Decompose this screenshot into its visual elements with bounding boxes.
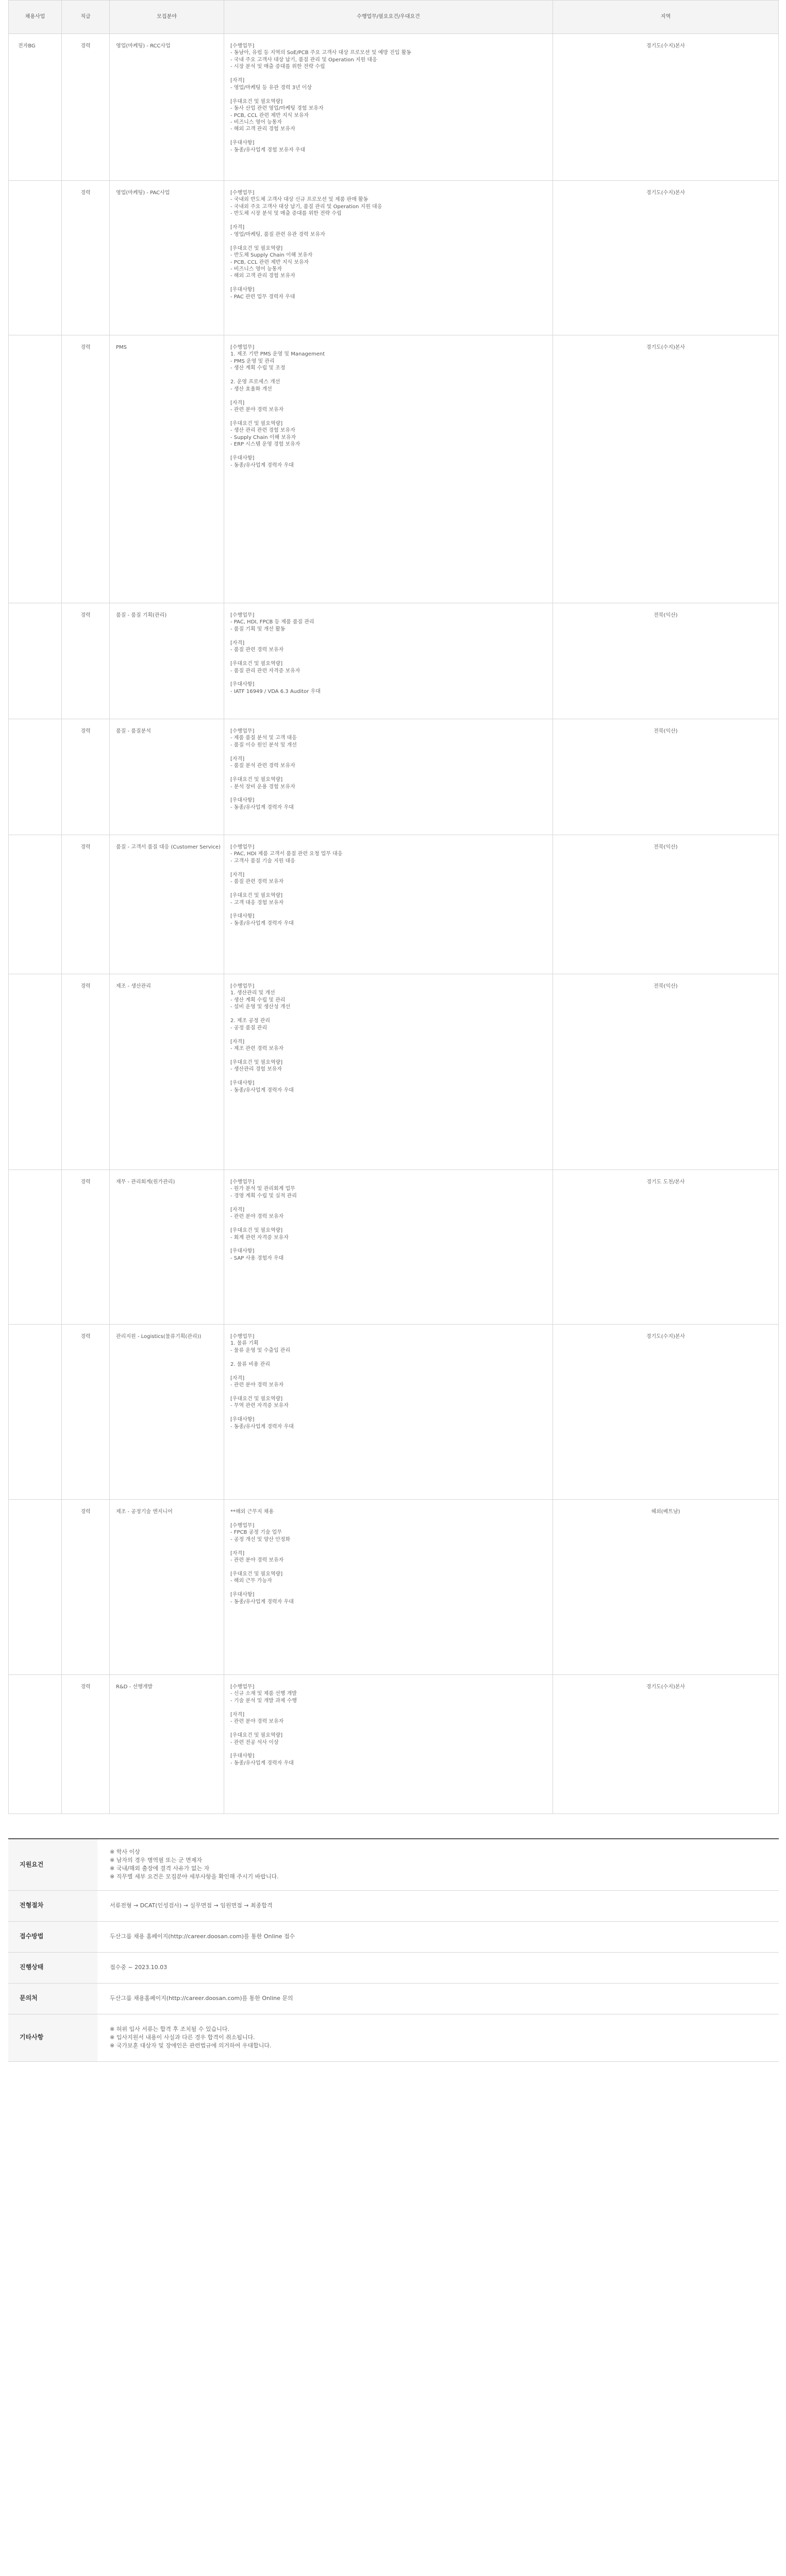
detail-line: [우대요건 및 필요역량] [230, 1396, 283, 1402]
detail-line: [우대요건 및 필요역량] [230, 1059, 283, 1065]
table-row [9, 1325, 779, 1500]
detail-line: - 생산 효율화 개선 [230, 386, 272, 392]
detail-line: - 동남아, 유럽 등 지역의 SoE/PCB 주요 고객사 대상 프로모션 및 예방 진입 활동 [230, 50, 411, 56]
detail-line [230, 372, 547, 379]
detail-line [230, 790, 547, 797]
detail-line [230, 886, 547, 892]
row-dept [9, 1675, 62, 1814]
detail-line [230, 1725, 547, 1732]
job-table [8, 0, 779, 1814]
row-detail [224, 1325, 553, 1500]
detail-line: - 동종/유사업계 경력자 우대 [230, 1760, 294, 1766]
detail-line [230, 770, 547, 776]
row-detail [224, 974, 553, 1170]
detail-line: [우대요건 및 필요역량] [230, 420, 283, 427]
detail-line: - PAC, HDI 제품 고객서 품질 관련 요청 업무 대응 [230, 851, 343, 857]
row-duty: 품질 - 품질 기획(관리) [110, 603, 224, 719]
detail-line: - 동종/유사업계 경력자 우대 [230, 920, 294, 926]
row-detail [224, 1170, 553, 1325]
detail-line: [우대사항] [230, 455, 255, 462]
detail-line [230, 1053, 547, 1059]
detail-line: [우대사항] [230, 287, 255, 293]
row-duty: 재무 - 관리회계(원가관리) [110, 1170, 224, 1325]
detail-line: [수행업무] [230, 613, 255, 618]
detail-line [230, 1410, 547, 1416]
detail-line: - 비즈니스 영어 능통자 [230, 119, 282, 125]
detail-line: - 공정 품질 관리 [230, 1025, 267, 1031]
detail-line: - 관련 분야 경력 보유자 [230, 407, 284, 413]
detail-line: - 관련 전공 석사 이상 [230, 1739, 279, 1745]
detail-line: - 품질 분석 관련 경력 보유자 [230, 763, 295, 769]
row-detail [224, 719, 553, 835]
table-row [9, 974, 779, 1170]
detail-line: - 반도체 시장 분석 및 매출 증대를 위한 전략 수립 [230, 211, 342, 217]
info-line: 두산그룹 채용 홈페이지(http://career.doosan.com)를 통한 Online 접수 [110, 1933, 295, 1940]
row-duty: R&D - 선행개발 [110, 1675, 224, 1814]
table-row [9, 835, 779, 974]
detail-line: - 품질 이슈 원인 분석 및 개선 [230, 742, 297, 748]
detail-line: [자격] [230, 872, 245, 878]
detail-line: - PAC 관련 업무 경력자 우대 [230, 294, 295, 300]
detail-line: [우대요건 및 필요역량] [230, 245, 283, 251]
detail-line: [자격] [230, 1207, 245, 1213]
row-rank: 경력 [62, 835, 110, 974]
detail-line: [우대요건 및 필요역량] [230, 98, 283, 105]
table-row [9, 719, 779, 835]
detail-line: [우대사항] [230, 682, 255, 688]
detail-line [230, 674, 547, 681]
detail-line: - 동종/유사업계 경력자 우대 [230, 804, 294, 810]
detail-line: [수행업무] [230, 1179, 255, 1185]
row-detail [224, 1500, 553, 1675]
info-value [97, 1890, 779, 1921]
detail-line: [우대요건 및 필요역량] [230, 1228, 283, 1234]
detail-line: [우대요건 및 필요역량] [230, 1571, 283, 1578]
detail-line [230, 1543, 547, 1550]
info-line: ※ 국내/해외 출장에 결격 사유가 없는 자 [110, 1865, 210, 1872]
row-location: 경기도(수지)본사 [553, 34, 779, 181]
row-rank: 경력 [62, 974, 110, 1170]
row-dept [9, 603, 62, 719]
row-duty: 영업(마케팅) - RCC사업 [110, 34, 224, 181]
row-duty: 품질 - 고객서 품질 대응 (Customer Service) [110, 835, 224, 974]
header-duty: 모집분야 [110, 1, 224, 34]
info-label: 문의처 [8, 1983, 97, 2014]
detail-line: - PCB, CCL 관련 제반 지식 보유자 [230, 259, 309, 265]
info-line: ※ 입사지원서 내용이 사실과 다른 경우 합격이 취소됩니다. [110, 2034, 255, 2041]
detail-line: - 반도체 Supply Chain 이해 보유자 [230, 252, 313, 259]
row-location: 경기도 도천/본사 [553, 1170, 779, 1325]
detail-line [230, 1746, 547, 1753]
detail-line: - 물류 운영 및 수출입 관리 [230, 1347, 291, 1353]
detail-line: [우대사항] [230, 140, 255, 146]
row-dept [9, 181, 62, 335]
row-dept [9, 835, 62, 974]
detail-line: 1. 생산관리 및 개선 [230, 990, 275, 996]
detail-line: [자격] [230, 640, 245, 646]
detail-line [230, 1221, 547, 1227]
detail-line: [자격] [230, 1550, 245, 1556]
detail-line [230, 1515, 547, 1522]
table-row [9, 34, 779, 181]
info-value [97, 1839, 779, 1890]
info-line: 서류전형 → DCAT(인성검사) → 실무면접 → 임원면접 → 최종합격 [110, 1902, 273, 1909]
table-row [9, 1500, 779, 1675]
row-dept [9, 335, 62, 603]
row-duty: 품질 - 품질분석 [110, 719, 224, 835]
detail-line: [우대사항] [230, 1592, 255, 1598]
info-label: 진행상태 [8, 1952, 97, 1983]
row-detail [224, 335, 553, 603]
detail-line [230, 654, 547, 660]
row-dept [9, 1500, 62, 1675]
detail-line: - 품질 관련 경력 보유자 [230, 879, 284, 885]
detail-line: - 영업/마케팅 등 유관 경력 3년 이상 [230, 84, 312, 91]
detail-line: - 시장 분석 및 매출 증대를 위한 전략 수립 [230, 64, 325, 70]
info-value [97, 2014, 779, 2061]
detail-line: - 기술 분석 및 개발 과제 수행 [230, 1698, 297, 1704]
table-row [9, 1675, 779, 1814]
detail-line: [자격] [230, 1711, 245, 1718]
detail-line [230, 865, 547, 871]
detail-line: - 생산 계획 수립 및 조정 [230, 365, 286, 371]
detail-line: [수행업무] [230, 43, 255, 49]
info-row [8, 1890, 779, 1921]
detail-line [230, 1564, 547, 1571]
detail-line: [우대요건 및 필요역량] [230, 661, 283, 667]
row-location: 경기도(수지)본사 [553, 1675, 779, 1814]
info-value [97, 1952, 779, 1983]
detail-line: [수행업무] [230, 844, 255, 850]
row-rank: 경력 [62, 1675, 110, 1814]
detail-line: - 공정 개선 및 양산 안정화 [230, 1536, 291, 1543]
detail-line [230, 280, 547, 286]
row-rank: 경력 [62, 335, 110, 603]
detail-line [230, 1073, 547, 1080]
info-row [8, 1921, 779, 1952]
info-line: ※ 국가보훈 대상자 및 장애인은 관련법규에 의거하여 우대합니다. [110, 2042, 272, 2049]
row-detail [224, 835, 553, 974]
detail-line [230, 633, 547, 639]
row-location: 경기도(수지)본사 [553, 1325, 779, 1500]
row-duty: PMS [110, 335, 224, 603]
detail-line [230, 1199, 547, 1206]
info-value [97, 1983, 779, 2014]
info-row [8, 2014, 779, 2061]
info-line: ※ 직무별 세부 요건은 모집분야 세부사항을 확인해 주시기 바랍니다. [110, 1873, 279, 1880]
detail-line: - 해외 고객 관리 경험 보유자 [230, 273, 295, 279]
row-rank: 경력 [62, 719, 110, 835]
detail-line [230, 1011, 547, 1018]
row-detail [224, 34, 553, 181]
detail-line: - PMS 운영 및 관리 [230, 358, 275, 364]
detail-line: - 영업/마케팅, 품질 관련 유관 경력 보유자 [230, 231, 325, 238]
detail-line: - 생산 계획 수립 및 관리 [230, 997, 286, 1003]
detail-line: - 국내 주요 고객사 대상 납기, 품질 관리 및 Operation 지원 대응 [230, 57, 377, 63]
detail-line: 2. 운영 프로세스 개선 [230, 379, 280, 385]
detail-line [230, 1354, 547, 1361]
info-line: ※ 학사 이상 [110, 1849, 140, 1856]
detail-line: - 경영 계획 수립 및 실적 관리 [230, 1193, 297, 1199]
detail-line: [자격] [230, 756, 245, 762]
row-dept [9, 1325, 62, 1500]
info-line: 접수중 ~ 2023.10.03 [110, 1964, 168, 1971]
detail-line [230, 1031, 547, 1038]
detail-line: - 동사 산업 관련 영업/마케팅 경험 보유자 [230, 106, 324, 112]
header-location: 지역 [553, 1, 779, 34]
row-location: 경기도(수지)본사 [553, 335, 779, 603]
detail-line: - 동종/유사업계 경력자 우대 [230, 1423, 294, 1430]
detail-line [230, 749, 547, 755]
detail-line: - 비즈니스 영어 능통자 [230, 266, 282, 272]
detail-line: - 관련 분야 경력 보유자 [230, 1382, 284, 1388]
detail-line: - 분석 장비 운용 경험 보유자 [230, 784, 295, 790]
recruitment-page [8, 0, 779, 2062]
detail-line: - 동종/유사업계 경력자 우대 [230, 462, 294, 468]
detail-line: [우대요건 및 필요역량] [230, 777, 283, 783]
detail-line: - 해외 고객 관리 경험 보유자 [230, 126, 295, 132]
detail-line [230, 71, 547, 77]
detail-line: 2. 제조 공정 관리 [230, 1018, 271, 1024]
detail-line: - 생산관리 경험 보유자 [230, 1066, 282, 1073]
info-table [8, 1838, 779, 2062]
detail-line [230, 91, 547, 98]
info-label: 접수방법 [8, 1921, 97, 1952]
info-row [8, 1983, 779, 2014]
detail-line: **해외 근무지 채용 [230, 1509, 274, 1515]
row-rank: 경력 [62, 1500, 110, 1675]
detail-line [230, 906, 547, 913]
detail-line: [수행업무] [230, 1684, 255, 1690]
detail-line: - 고객 대응 경험 보유자 [230, 900, 284, 906]
detail-line: - 무역 관련 자격증 보유자 [230, 1403, 289, 1409]
detail-line: - 품질 관리 관련 자격증 보유자 [230, 668, 300, 674]
detail-line: [자격] [230, 1375, 245, 1381]
detail-line: - ERP 시스템 운영 경험 보유자 [230, 442, 300, 448]
info-row [8, 1839, 779, 1890]
row-duty: 영업(마케팅) - PAC사업 [110, 181, 224, 335]
row-location: 전북(익산) [553, 835, 779, 974]
detail-line: - IATF 16949 / VDA 6.3 Auditor 우대 [230, 688, 321, 694]
detail-line [230, 1704, 547, 1711]
detail-line: - 국내외 주요 고객사 대상 납기, 품질 관리 및 Operation 지원 대응 [230, 204, 382, 210]
detail-line: [수행업무] [230, 345, 255, 350]
detail-line: - 국내외 반도체 고객사 대상 신규 프로모션 및 제품 판매 활동 [230, 197, 369, 203]
detail-line: [우대사항] [230, 1248, 255, 1255]
detail-line [230, 133, 547, 140]
detail-line: [수행업무] [230, 984, 255, 989]
detail-line: - FPCB 공정 기술 업무 [230, 1530, 282, 1536]
info-line: ※ 남자의 경우 병역필 또는 군 면제자 [110, 1857, 202, 1864]
header-detail: 수행업무/필요요건/우대요건 [224, 1, 553, 34]
table-header-row [9, 1, 779, 34]
detail-line: - PCB, CCL 관련 제반 지식 보유자 [230, 112, 309, 118]
detail-line [230, 448, 547, 455]
detail-line: [우대요건 및 필요역량] [230, 1733, 283, 1739]
row-rank: 경력 [62, 181, 110, 335]
detail-line: 2. 물류 비용 관리 [230, 1361, 271, 1367]
detail-line: - Supply Chain 이해 보유자 [230, 434, 296, 440]
detail-line: [우대사항] [230, 1080, 255, 1087]
row-dept [9, 1170, 62, 1325]
info-label: 기타사항 [8, 2014, 97, 2061]
detail-line: [우대사항] [230, 1753, 255, 1759]
row-rank: 경력 [62, 603, 110, 719]
job-rows [9, 34, 779, 1814]
info-line: ※ 허위 입사 서류는 합격 후 조치될 수 있습니다. [110, 2026, 229, 2032]
detail-line [230, 1389, 547, 1396]
detail-line: - 제품 품질 분석 및 고객 대응 [230, 735, 297, 741]
detail-line: - 동종/유사업계 경험 보유자 우대 [230, 147, 306, 153]
row-duty: 관리지원 - Logistics(물류기획(관리)) [110, 1325, 224, 1500]
detail-line [230, 217, 547, 224]
detail-line: 1. 물류 기획 [230, 1341, 259, 1347]
row-location: 전북(익산) [553, 719, 779, 835]
info-label: 전형절차 [8, 1890, 97, 1921]
detail-line [230, 1585, 547, 1591]
row-dept [9, 974, 62, 1170]
table-row [9, 603, 779, 719]
header-dept: 채용사업 [9, 1, 62, 34]
detail-line: - 신규 소재 및 제품 선행 개발 [230, 1691, 297, 1697]
row-rank: 경력 [62, 1170, 110, 1325]
detail-line [230, 1241, 547, 1248]
detail-line: - 원가 분석 및 관리회계 업무 [230, 1186, 295, 1192]
detail-line [230, 393, 547, 399]
detail-line: [우대사항] [230, 1417, 255, 1423]
row-location: 전북(익산) [553, 974, 779, 1170]
table-row [9, 181, 779, 335]
row-dept [9, 719, 62, 835]
detail-line [230, 414, 547, 420]
detail-line: - 제조 관련 경력 보유자 [230, 1046, 284, 1052]
detail-line: - 고객사 품질 기술 지원 대응 [230, 858, 295, 864]
row-duty: 제조 - 생산관리 [110, 974, 224, 1170]
detail-line: - 생산 관리 관련 경험 보유자 [230, 428, 295, 434]
table-row [9, 1170, 779, 1325]
detail-line: [수행업무] [230, 728, 255, 734]
info-label: 지원요건 [8, 1839, 97, 1890]
row-dept: 전자BG [9, 34, 62, 181]
row-duty: 제조 - 공정기술 엔지니어 [110, 1500, 224, 1675]
detail-line: [자격] [230, 1039, 245, 1045]
detail-line: - 설비 운영 및 생산성 개선 [230, 1004, 291, 1010]
detail-line: - 품질 기획 및 개선 활동 [230, 626, 286, 632]
row-rank: 경력 [62, 1325, 110, 1500]
detail-line: [우대요건 및 필요역량] [230, 893, 283, 899]
row-detail [224, 603, 553, 719]
detail-line: 1. 제조 기반 PMS 운영 및 Management [230, 351, 325, 358]
detail-line: [자격] [230, 225, 245, 231]
row-detail [224, 1675, 553, 1814]
header-rank: 직급 [62, 1, 110, 34]
detail-line: - 품질 관련 경력 보유자 [230, 647, 284, 653]
row-location: 헤외(베트남) [553, 1500, 779, 1675]
detail-line: [수행업무] [230, 1334, 255, 1340]
detail-line: - 동종/유사업계 경력자 우대 [230, 1087, 294, 1093]
info-row [8, 1952, 779, 1983]
detail-line: - SAP 사용 경험자 우대 [230, 1255, 284, 1261]
detail-line [230, 238, 547, 245]
detail-line: [우대사항] [230, 798, 255, 804]
detail-line: - 관련 분야 경력 보유자 [230, 1557, 284, 1564]
detail-line: - PAC, HDI, FPCB 등 제품 품질 관리 [230, 619, 314, 625]
row-location: 전북(익산) [553, 603, 779, 719]
detail-line: [자격] [230, 400, 245, 406]
info-rows [8, 1839, 779, 2061]
detail-line: [우대사항] [230, 913, 255, 920]
detail-line: [수행업무] [230, 190, 255, 196]
detail-line: [수행업무] [230, 1522, 255, 1529]
detail-line: [자격] [230, 78, 245, 84]
row-rank: 경력 [62, 34, 110, 181]
detail-line: - 회계 관련 자격증 보유자 [230, 1234, 289, 1241]
detail-line: - 해외 근무 가능자 [230, 1578, 272, 1584]
detail-line [230, 1368, 547, 1375]
info-line: 두산그룹 채용홈페이지(http://career.doosan.com)를 통한 Online 문의 [110, 1995, 293, 2002]
detail-line: - 동종/유사업계 경력자 우대 [230, 1599, 294, 1605]
row-detail [224, 181, 553, 335]
info-value [97, 1921, 779, 1952]
table-row [9, 335, 779, 603]
detail-line: - 관련 분야 경력 보유자 [230, 1719, 284, 1725]
detail-line: - 관련 분야 경력 보유자 [230, 1214, 284, 1220]
row-location: 경기도(수지)본사 [553, 181, 779, 335]
